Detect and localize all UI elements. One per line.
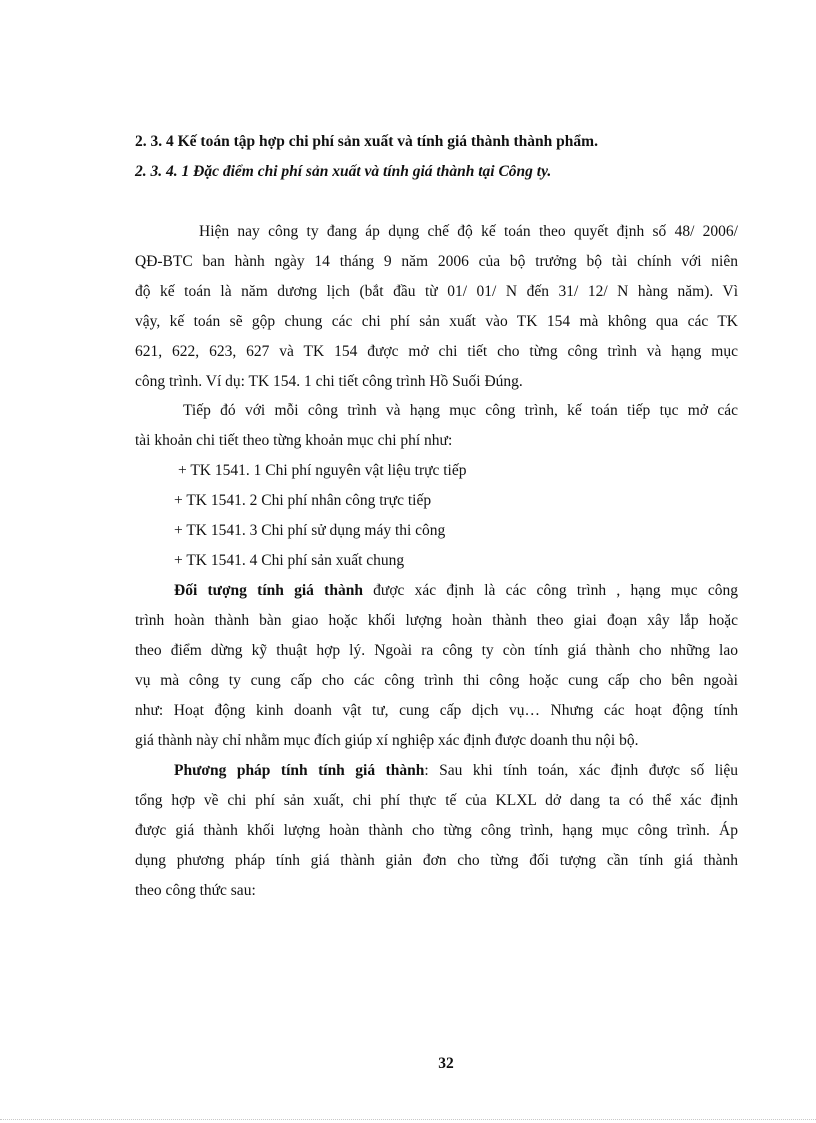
- paragraph-line: tổng hợp về chi phí sản xuất, chi phí thực tế của KLXL dở dang ta có thể xác định: [135, 792, 738, 809]
- paragraph-line: công trình. Ví dụ: TK 154. 1 chi tiết công trình Hồ Suối Đúng.: [135, 373, 523, 390]
- paragraph-line: Đối tượng tính giá thành được xác định là các công trình , hạng mục công: [174, 582, 738, 599]
- account-item: + TK 1541. 4 Chi phí sản xuất chung: [174, 552, 405, 569]
- paragraph-line: 621, 622, 623, 627 và TK 154 được mở chi tiết cho từng công trình và hạng mục: [135, 343, 738, 360]
- account-item: + TK 1541. 2 Chi phí nhân công trực tiếp: [174, 492, 432, 509]
- paragraph-line: trình hoàn thành bàn giao hoặc khối lượng hoàn thành theo giai đoạn xây lắp hoặc: [135, 612, 738, 629]
- paragraph-line: vụ mà công ty cung cấp cho các công trình thi công hoặc cung cấp cho bên ngoài: [135, 672, 738, 689]
- paragraph-line: theo điểm dừng kỹ thuật hợp lý. Ngoài ra công ty còn tính giá thành cho những lao: [135, 642, 738, 659]
- paragraph-line: Phương pháp tính tính giá thành: Sau khi tính toán, xác định được số liệu: [174, 762, 738, 779]
- account-item: + TK 1541. 3 Chi phí sử dụng máy thi công: [174, 522, 446, 539]
- bold-term: Đối tượng tính giá thành: [174, 582, 363, 599]
- paragraph-line: tài khoản chi tiết theo từng khoản mục chi phí như:: [135, 432, 453, 449]
- paragraph-line: Tiếp đó với mỗi công trình và hạng mục công trình, kế toán tiếp tục mở các: [183, 402, 738, 419]
- section-heading: 2. 3. 4 Kế toán tập hợp chi phí sản xuất và tính giá thành thành phẩm.: [135, 133, 598, 150]
- paragraph-line: độ kế toán là năm dương lịch (bắt đầu từ 01/ 01/ N đến 31/ 12/ N hàng năm). Vì: [135, 283, 738, 300]
- account-item: + TK 1541. 1 Chi phí nguyên vật liệu trực tiếp: [178, 462, 467, 479]
- paragraph-line: được giá thành khối lượng hoàn thành cho từng công trình, hạng mục công trình. Áp: [135, 822, 738, 839]
- subsection-heading: 2. 3. 4. 1 Đặc điểm chi phí sản xuất và tính giá thành tại Công ty.: [135, 163, 552, 180]
- paragraph-line: dụng phương pháp tính giá thành giản đơn cho từng đối tượng cần tính giá thành: [135, 852, 738, 869]
- paragraph-line: như: Hoạt động kinh doanh vật tư, cung cấp dịch vụ… Nhưng các hoạt động tính: [135, 702, 738, 719]
- paragraph-line: vậy, kế toán sẽ gộp chung các chi phí sản xuất vào TK 154 mà không qua các TK: [135, 313, 738, 330]
- paragraph-line: theo công thức sau:: [135, 882, 256, 899]
- paragraph-line: giá thành này chỉ nhằm mục đích giúp xí nghiệp xác định được doanh thu nội bộ.: [135, 732, 639, 749]
- page-bottom-divider: [0, 1119, 816, 1120]
- paragraph-line: QĐ-BTC ban hành ngày 14 tháng 9 năm 2006 của bộ trưởng bộ tài chính với niên: [135, 253, 738, 270]
- bold-term: Phương pháp tính tính giá thành: [174, 762, 425, 779]
- paragraph-line: Hiện nay công ty đang áp dụng chế độ kế toán theo quyết định số 48/ 2006/: [199, 223, 738, 240]
- page-number: 32: [438, 1055, 454, 1072]
